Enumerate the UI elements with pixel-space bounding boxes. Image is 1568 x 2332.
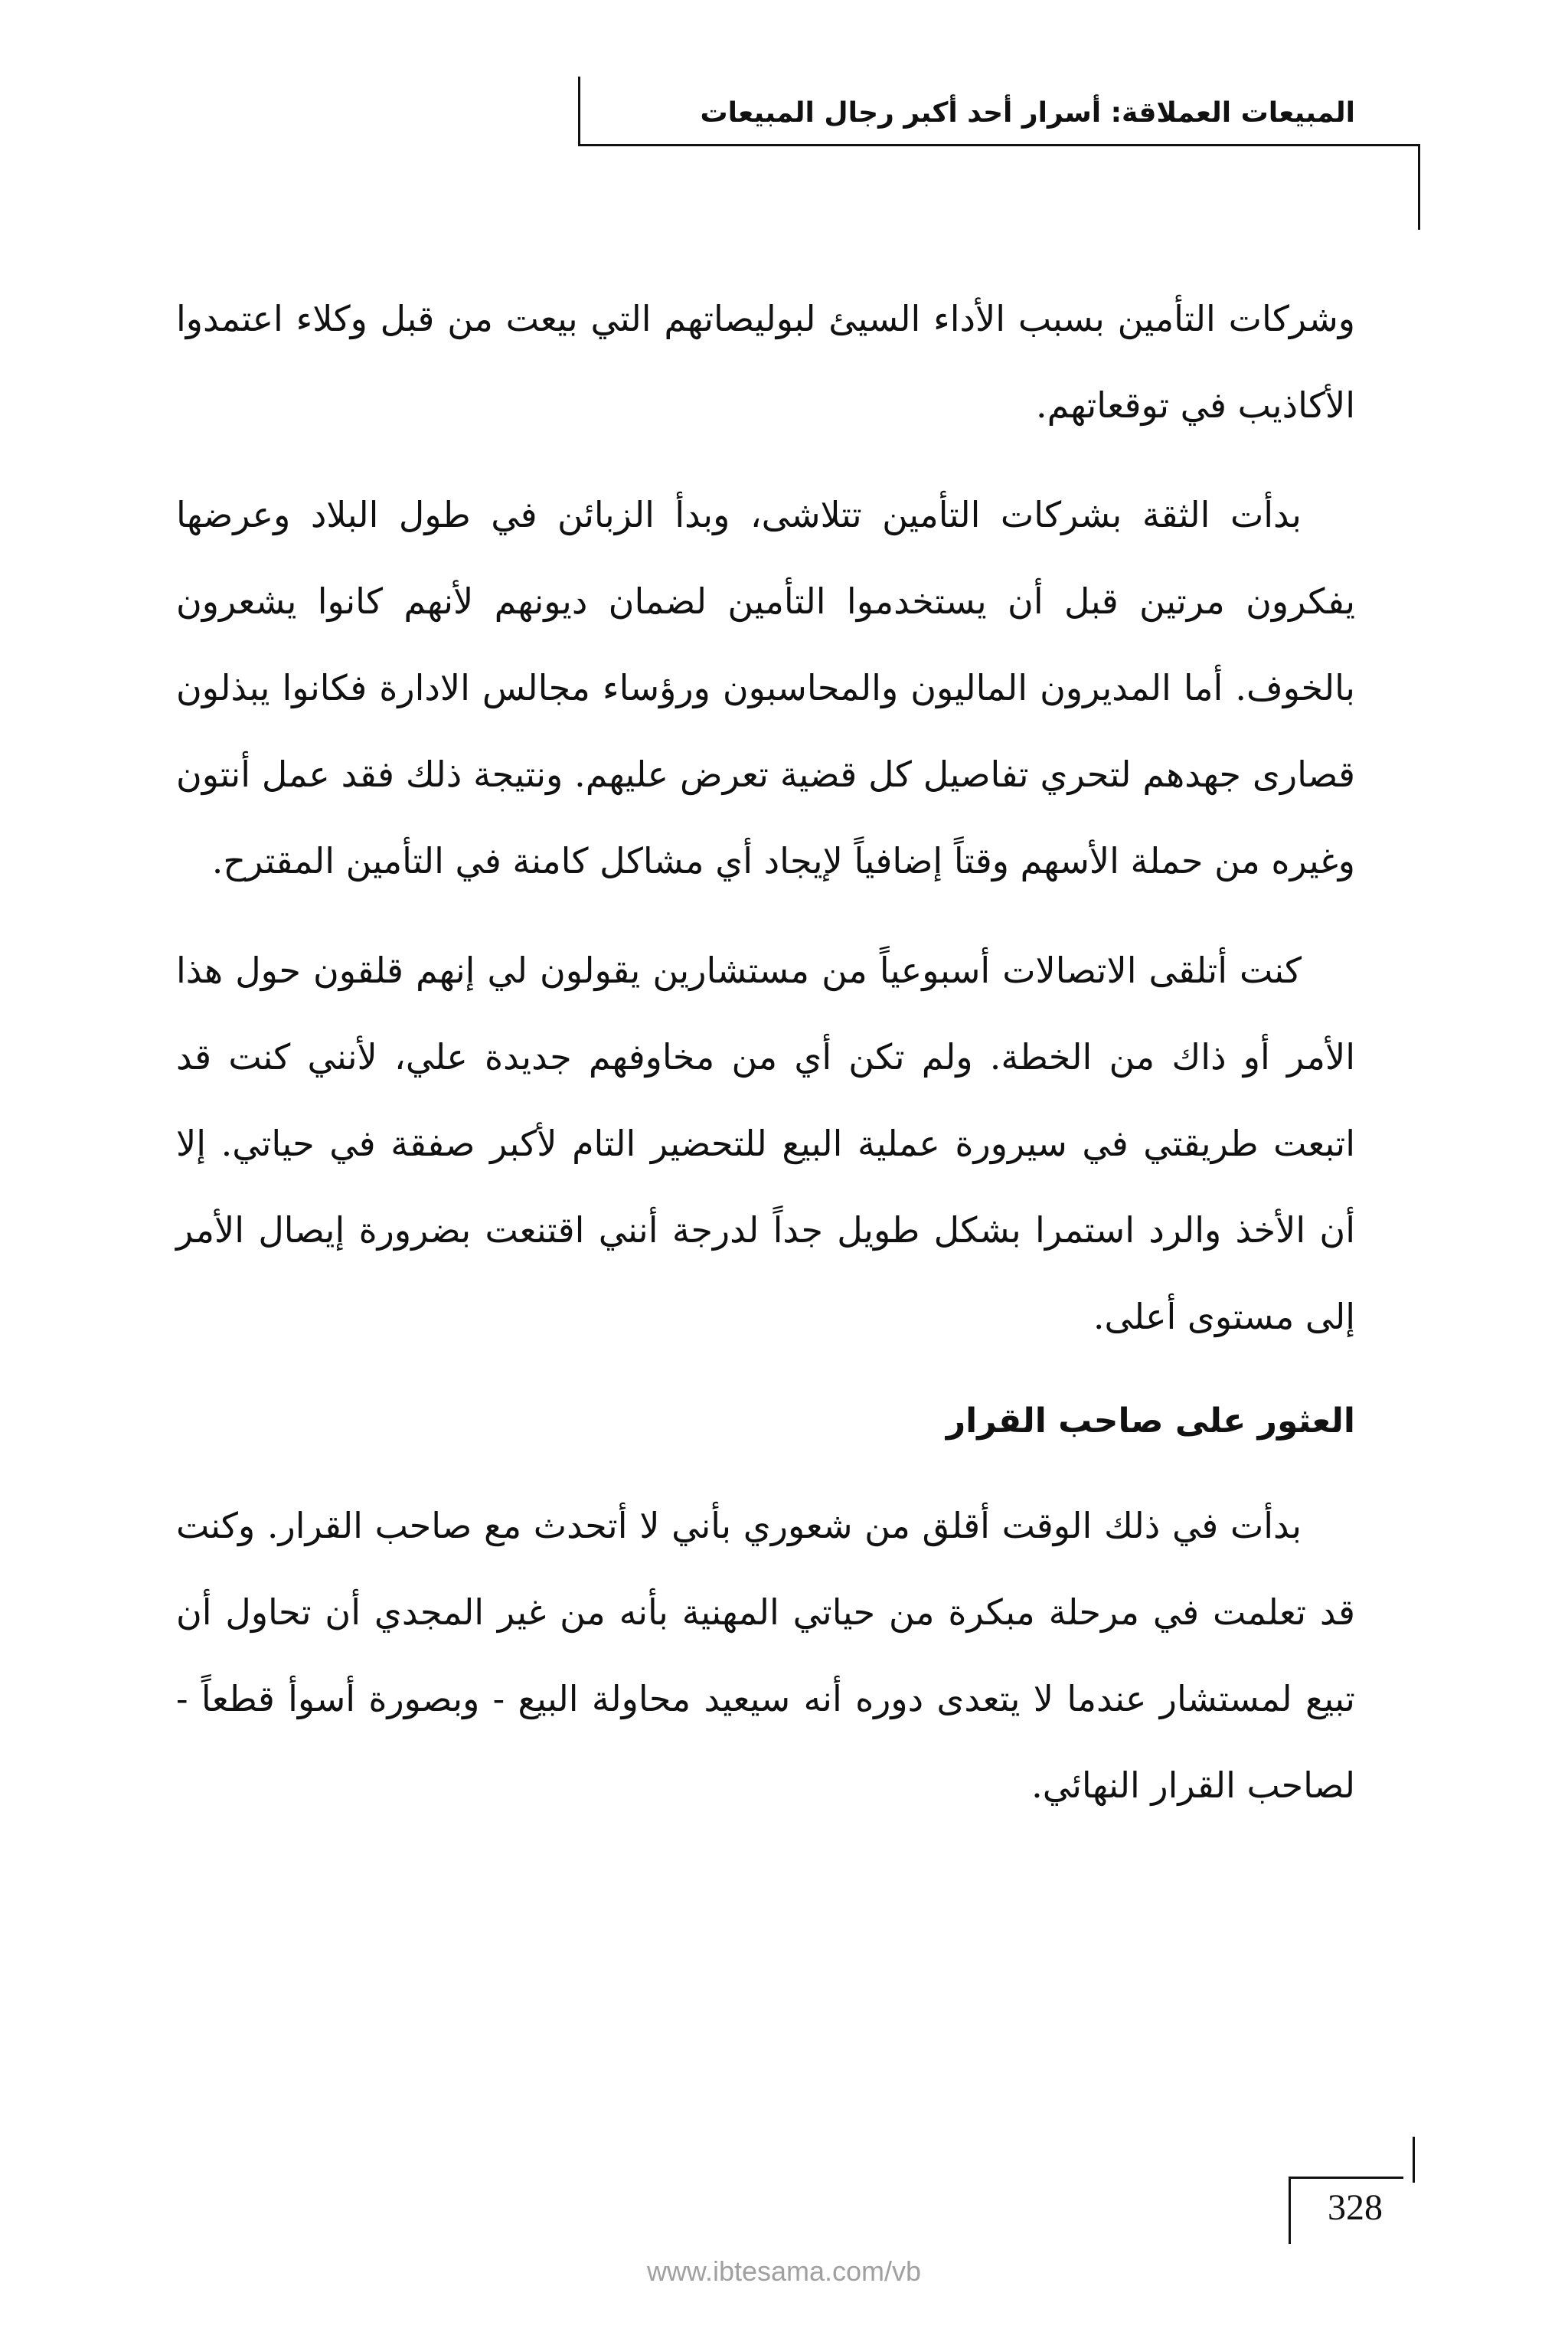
page-number-rule-right — [1413, 2137, 1415, 2183]
paragraph: بدأت الثقة بشركات التأمين تتلاشى، وبدأ الزبائن في طول البلاد وعرضها يفكرون مرتين قبل أن يستخدموا التأمين لضمان ديونهم لأنهم كانوا يشعرون بالخوف. أما المديرون الماليون والمحاسبون ورؤساء مجالس الادارة فكانوا يبذلون قصارى جهدهم لتحري تفاصيل كل قضية تعرض عليهم. ونتيجة ذلك فقد عمل أنتون وغيره من حملة الأسهم وقتاً إضافياً لإيجاد أي مشاكل كامنة في التأمين المقترح. — [176, 494, 1355, 881]
paragraph: بدأت في ذلك الوقت أقلق من شعوري بأني لا أتحدث مع صاحب القرار. وكنت قد تعلمت في مرحلة مبكرة من حياتي المهنية بأنه من غير المجدي أن تحاول أن تبيع لمستشار عندما لا يتعدى دوره أنه سيعيد محاولة البيع - وبصورة أسوأ قطعاً - لصاحب القرار النهائي. — [176, 1505, 1355, 1806]
paragraph-continuation: وشركات التأمين بسبب الأداء السيئ لبوليصاتهم التي بيعت من قبل وكلاء اعتمدوا الأكاذيب في توقعاتهم. — [176, 298, 1355, 426]
running-header-title: المبيعات العملاقة: أسرار أحد أكبر رجال المبيعات — [700, 97, 1355, 129]
page-number-rule-top — [1289, 2177, 1403, 2179]
page-body — [176, 276, 1355, 1852]
header-rule — [578, 144, 1420, 146]
page-number-rule-left — [1289, 2179, 1291, 2244]
watermark-url: www.ibtesama.com/vb — [646, 2255, 922, 2287]
page-number: 328 — [1328, 2187, 1383, 2228]
section-heading: العثور على صاحب القرار — [946, 1401, 1355, 1441]
header-rule-right — [1418, 146, 1420, 230]
header-rule-left — [578, 77, 580, 146]
paragraph: كنت أتلقى الاتصالات أسبوعياً من مستشارين يقولون لي إنهم قلقون حول هذا الأمر أو ذاك من الخطة. ولم تكن أي من مخاوفهم جديدة علي، لأنني كنت قد اتبعت طريقتي في سيرورة عملية البيع للتحضير التام لأكبر صفقة في حياتي. إلا أن الأخذ والرد استمرا بشكل طويل جداً لدرجة أنني اقتنعت بضرورة إيصال الأمر إلى مستوى أعلى. — [176, 950, 1355, 1337]
